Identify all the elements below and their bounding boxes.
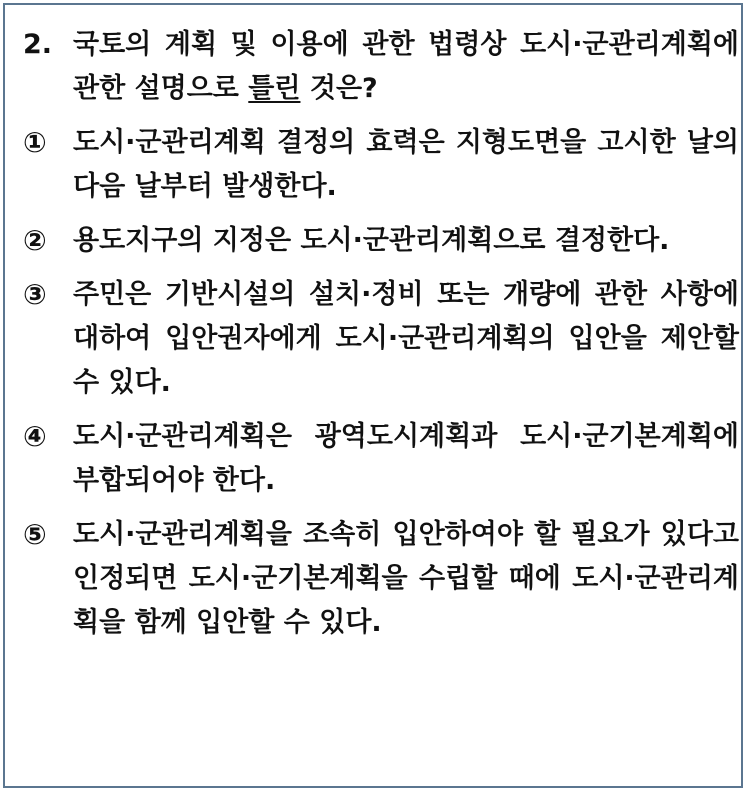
option-5-text: 도시·군관리계획을 조속히 입안하여야 할 필요가 있다고 인정되면 도시·군기본계획을 수립할 때에 도시·군관리계획을 함께 입안할 수 있다. [73,519,739,638]
option-4[interactable] [23,415,739,503]
question-text-after: 것은? [300,73,378,104]
option-3-text: 주민은 기반시설의 설치·정비 또는 개량에 관한 사항에 대하여 입안권자에게 도시·군관리계획의 입안을 제안할 수 있다. [73,279,739,398]
option-4-text: 도시·군관리계획은 광역도시계획과 도시·군기본계획에 부합되어야 한다. [73,421,739,496]
question-text-before: 국토의 계획 및 이용에 관한 법령상 도시·군관리계획에 관한 설명으로 [73,29,739,104]
option-5-marker: ⑤ [23,518,47,551]
option-1-text: 도시·군관리계획 결정의 효력은 지형도면을 고시한 날의 다음 날부터 발생한다. [73,127,739,202]
option-2-text: 용도지구의 지정은 도시·군관리계획으로 결정한다. [73,225,670,256]
option-1[interactable] [23,121,739,209]
option-1-marker: ① [23,126,47,159]
question-emphasis: 틀린 [248,73,301,104]
option-5[interactable] [23,513,739,645]
option-3-marker: ③ [23,278,47,311]
option-2-marker: ② [23,224,47,257]
option-4-marker: ④ [23,420,47,453]
option-3[interactable] [23,273,739,405]
question-stem [23,23,739,111]
question-text [73,23,739,111]
question-box [3,3,743,788]
option-2[interactable] [23,219,739,263]
question-content [23,23,739,645]
question-number: 2. [23,29,53,60]
